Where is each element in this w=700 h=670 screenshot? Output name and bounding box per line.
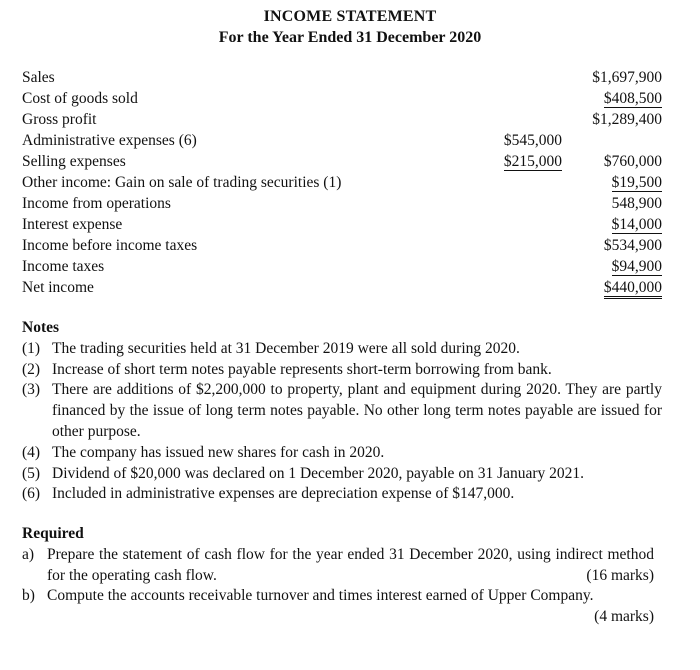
row-amount: $534,900 bbox=[603, 237, 662, 254]
row-gross-profit bbox=[22, 110, 662, 131]
row-interest-expense bbox=[22, 215, 662, 236]
required-text: Compute the accounts receivable turnover and times interest earned of Upper Company. bbox=[47, 587, 594, 605]
required-item bbox=[22, 545, 654, 587]
row-label: Income from operations bbox=[22, 195, 171, 212]
row-selling-expenses bbox=[22, 152, 662, 173]
row-administrative-expenses bbox=[22, 131, 662, 152]
row-label: Gross profit bbox=[22, 111, 97, 128]
note-text: There are additions of $2,200,000 to property, plant and equipment during 2020. They are partly financed by the issue of long term notes payable. No other long term notes payable are issued for other purpose. bbox=[52, 381, 662, 440]
row-amount: $440,000 bbox=[604, 279, 662, 299]
note-number: (5) bbox=[22, 464, 41, 482]
marks-label: (4 marks) bbox=[594, 608, 654, 626]
note-text: The trading securities held at 31 December 2019 were all sold during 2020. bbox=[52, 339, 520, 357]
note-number: (3) bbox=[22, 381, 41, 399]
row-income-taxes bbox=[22, 257, 662, 278]
note-item bbox=[22, 443, 662, 464]
note-text: Increase of short term notes payable represents short-term borrowing from bank. bbox=[52, 360, 552, 378]
statement-period: For the Year Ended 31 December 2020 bbox=[218, 29, 482, 46]
note-item bbox=[22, 339, 662, 360]
row-income-from-operations bbox=[22, 194, 662, 215]
required-letter: b) bbox=[22, 587, 35, 605]
row-amount: $1,289,400 bbox=[592, 111, 662, 128]
row-amount: $408,500 bbox=[603, 90, 662, 107]
row-amount: 548,900 bbox=[611, 195, 662, 212]
marks-label: (16 marks) bbox=[586, 566, 654, 584]
statement-title: INCOME STATEMENT bbox=[263, 8, 437, 25]
note-item bbox=[22, 464, 662, 485]
row-amount: $19,500 bbox=[611, 174, 662, 191]
required-item bbox=[22, 586, 654, 628]
required-section bbox=[22, 524, 654, 628]
row-label: Administrative expenses (6) bbox=[22, 132, 197, 149]
note-text: Dividend of $20,000 was declared on 1 December 2020, payable on 31 January 2021. bbox=[52, 464, 585, 482]
row-income-before-taxes bbox=[22, 236, 662, 257]
row-amount: $760,000 bbox=[603, 153, 662, 170]
notes-heading: Notes bbox=[22, 319, 60, 336]
row-net-income bbox=[22, 278, 662, 299]
row-label: Selling expenses bbox=[22, 153, 126, 170]
row-label: Income taxes bbox=[22, 258, 105, 275]
income-statement-table bbox=[22, 68, 662, 299]
notes-section bbox=[22, 318, 662, 505]
note-number: (4) bbox=[22, 443, 41, 461]
row-amount: $14,000 bbox=[611, 216, 662, 233]
row-label: Net income bbox=[22, 279, 94, 296]
note-item bbox=[22, 484, 662, 505]
note-item bbox=[22, 360, 662, 381]
row-other-income bbox=[22, 173, 662, 194]
row-label: Other income: Gain on sale of trading securities (1) bbox=[22, 174, 342, 191]
row-label: Income before income taxes bbox=[22, 237, 198, 254]
row-label: Sales bbox=[22, 69, 55, 86]
required-letter: a) bbox=[22, 545, 35, 563]
row-label: Interest expense bbox=[22, 216, 123, 233]
note-item bbox=[22, 380, 662, 442]
note-number: (2) bbox=[22, 360, 41, 378]
row-sales bbox=[22, 68, 662, 89]
required-text: Prepare the statement of cash flow for the year ended 31 December 2020, using indirect method for the operating cash flow. bbox=[47, 545, 654, 584]
row-sub-amount: $215,000 bbox=[503, 153, 562, 170]
row-sub-amount: $545,000 bbox=[503, 132, 562, 149]
row-amount: $94,900 bbox=[611, 258, 662, 275]
note-text: The company has issued new shares for cash in 2020. bbox=[52, 443, 385, 461]
row-cost-of-goods-sold bbox=[22, 89, 662, 110]
note-number: (1) bbox=[22, 339, 41, 357]
row-amount: $1,697,900 bbox=[592, 69, 662, 86]
required-heading: Required bbox=[22, 525, 84, 542]
row-label: Cost of goods sold bbox=[22, 90, 138, 107]
note-number: (6) bbox=[22, 485, 41, 503]
note-text: Included in administrative expenses are depreciation expense of $147,000. bbox=[52, 485, 515, 503]
